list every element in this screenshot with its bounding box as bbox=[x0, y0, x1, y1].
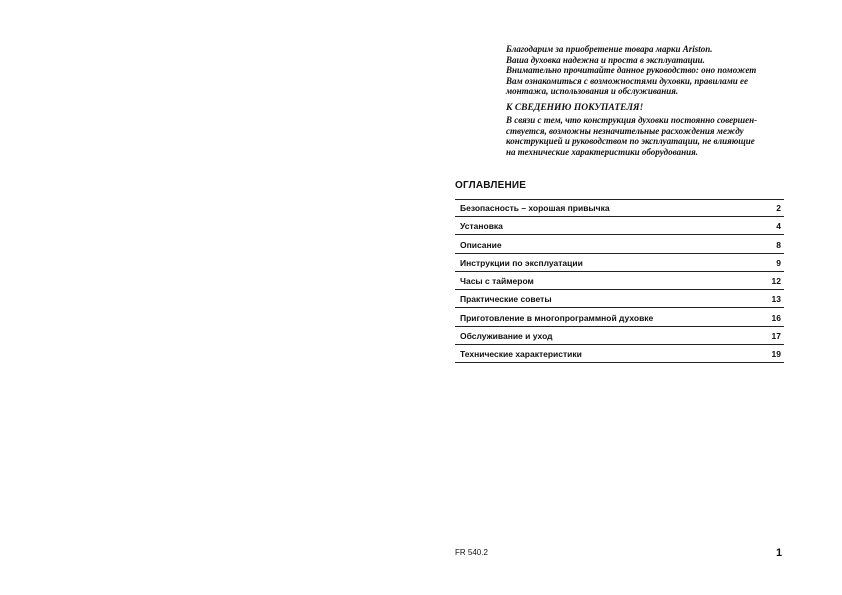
toc-item-label: Часы с таймером bbox=[460, 276, 534, 287]
intro-line: Внимательно прочитайте данное руководство: оно поможет bbox=[506, 65, 757, 75]
toc-row[interactable] bbox=[455, 310, 784, 327]
toc-row[interactable] bbox=[455, 291, 784, 308]
notice-line: В связи с тем, что конструкция духовки постоянно совершен- bbox=[506, 115, 758, 125]
toc-item-label: Практические советы bbox=[460, 294, 552, 305]
toc-item-label: Описание bbox=[460, 239, 502, 250]
notice-line: конструкцией и руководством по эксплуатации, не влияющие bbox=[506, 136, 755, 146]
toc-item-label: Технические характеристики bbox=[460, 349, 582, 360]
notice-paragraph bbox=[506, 115, 786, 157]
intro-paragraph bbox=[506, 44, 786, 97]
toc-item-label: Приготовление в многопрограммной духовке bbox=[460, 312, 654, 323]
intro-line: монтажа, использования и обслуживания. bbox=[506, 86, 679, 96]
toc-item-page: 8 bbox=[776, 239, 781, 250]
toc-row[interactable] bbox=[455, 273, 784, 290]
toc-item-page: 13 bbox=[771, 294, 781, 305]
model-code: FR 540.2 bbox=[455, 548, 488, 557]
toc-row[interactable] bbox=[455, 218, 784, 235]
toc-row[interactable] bbox=[455, 200, 784, 217]
toc-heading: ОГЛАВЛЕНИЕ bbox=[455, 180, 527, 191]
toc-row[interactable] bbox=[455, 255, 784, 272]
toc-row[interactable] bbox=[455, 346, 784, 363]
toc-item-label: Обслуживание и уход bbox=[460, 331, 553, 342]
toc-item-label: Установка bbox=[460, 221, 503, 232]
table-of-contents bbox=[455, 199, 784, 363]
notice-line: ствуется, возможны незначительные расхождения между bbox=[506, 125, 744, 136]
intro-line: Вам ознакомиться с возможностями духовки, правилами ее bbox=[506, 75, 748, 86]
intro-line: Ваша духовка надежна и проста в эксплуатации. bbox=[506, 54, 705, 65]
toc-item-page: 2 bbox=[776, 203, 781, 213]
toc-item-page: 19 bbox=[771, 349, 781, 360]
toc-item-label: Безопасность – хорошая привычка bbox=[460, 203, 610, 213]
page-number: 1 bbox=[776, 547, 783, 559]
toc-row[interactable] bbox=[455, 237, 784, 254]
toc-item-label: Инструкции по эксплуатации bbox=[460, 257, 583, 268]
intro-line: Благодарим за приобретение товара марки Ariston. bbox=[506, 44, 713, 54]
toc-item-page: 12 bbox=[771, 276, 781, 287]
toc-item-page: 4 bbox=[776, 221, 781, 232]
toc-row[interactable] bbox=[455, 328, 784, 345]
notice-title: К СВЕДЕНИЮ ПОКУПАТЕЛЯ! bbox=[506, 103, 644, 113]
toc-item-page: 17 bbox=[771, 331, 781, 342]
notice-line: на технические характеристики оборудования. bbox=[506, 146, 698, 157]
toc-item-page: 16 bbox=[771, 312, 781, 323]
toc-item-page: 9 bbox=[776, 257, 781, 268]
